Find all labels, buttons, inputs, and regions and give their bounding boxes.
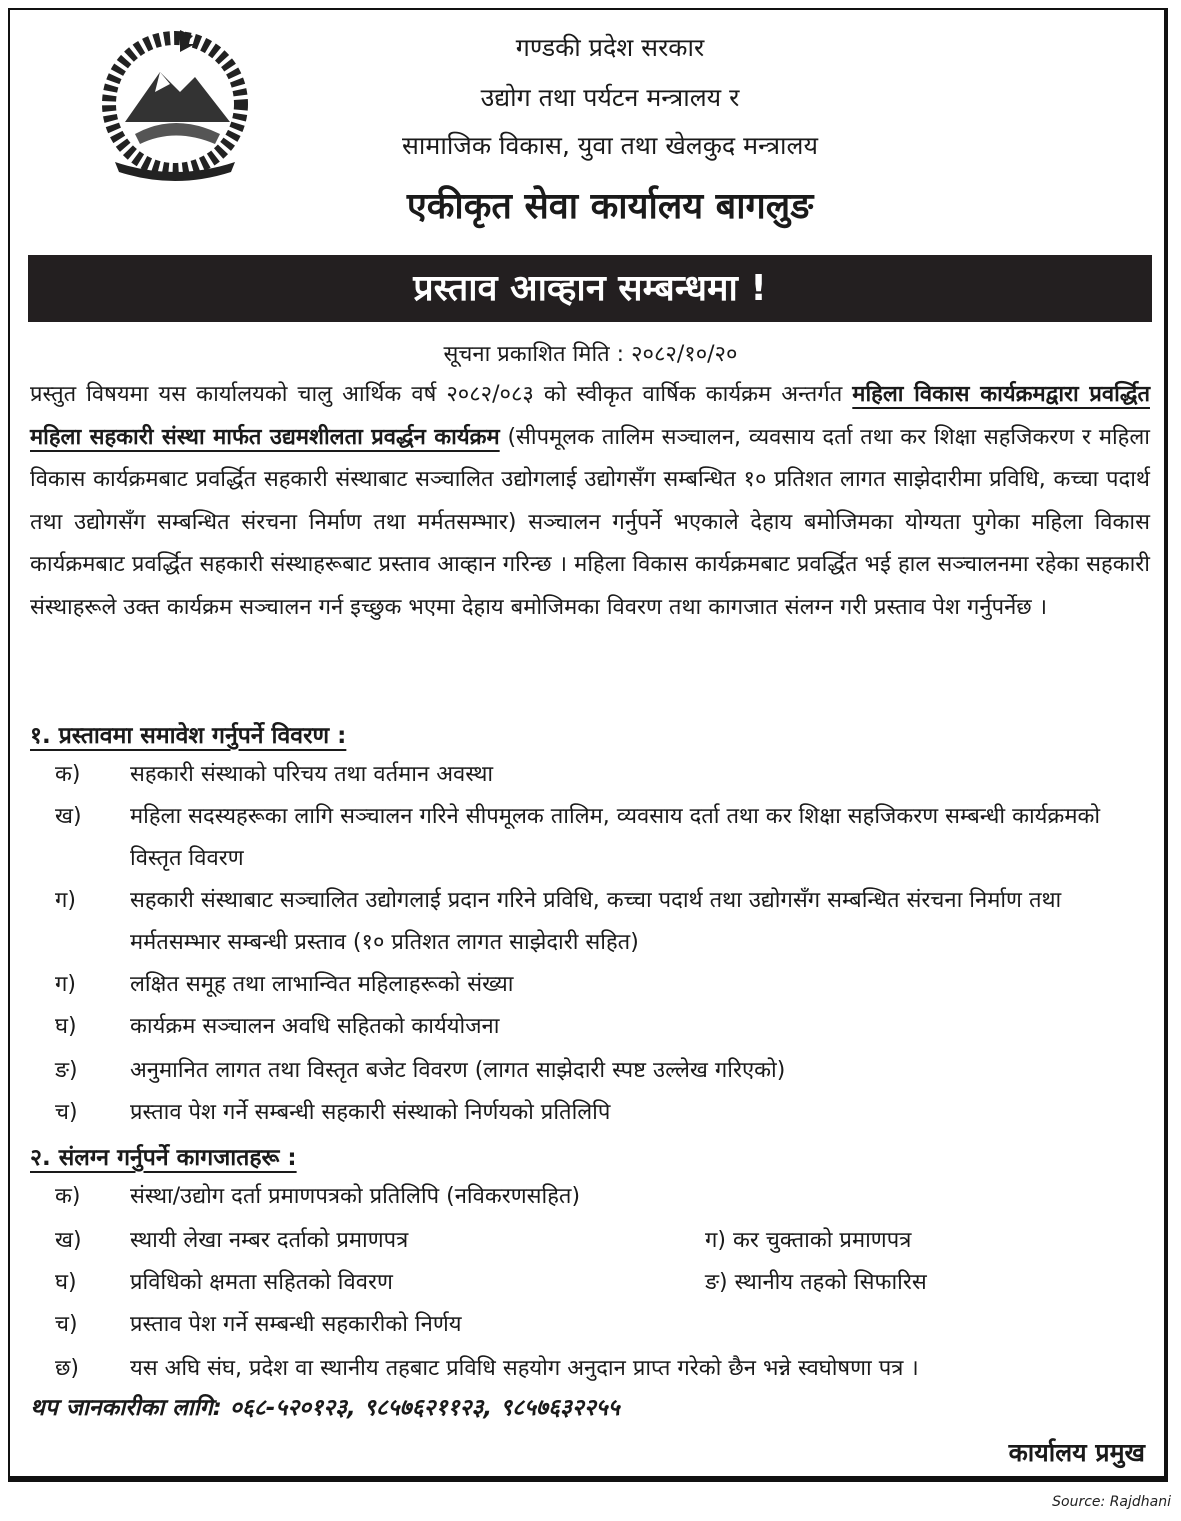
- item-text: यस अघि संघ, प्रदेश वा स्थानीय तहबाट प्रविधि सहयोग अनुदान प्राप्त गरेको छैन भन्ने स्वघोषणा पत्र ।: [130, 1356, 919, 1381]
- item-label: क): [55, 762, 81, 787]
- item-text: प्रस्ताव पेश गर्ने सम्बन्धी सहकारीको निर्णय: [130, 1312, 462, 1337]
- notice-title-banner: प्रस्ताव आव्हान सम्बन्धमा !: [28, 255, 1152, 322]
- item-text: सहकारी संस्थाबाट सञ्चालित उद्योगलाई प्रदान गरिने प्रविधि, कच्चा पदार्थ तथा उद्योगसँग सम्बन्धित संरचना निर्माण तथा मर्मतसम्भार सम्बन्धी प्रस्ताव (१० प्रतिशत लागत साझेदारी सहित): [130, 888, 1062, 955]
- item-label: च): [55, 1312, 78, 1337]
- item-text: प्रविधिको क्षमता सहितको विवरण: [130, 1270, 393, 1295]
- list-item: [55, 1050, 1150, 1092]
- item-label: ग): [55, 888, 76, 913]
- list-item: [55, 1304, 1150, 1346]
- list-item: [55, 1262, 1150, 1304]
- item-text: प्रस्ताव पेश गर्ने सम्बन्धी सहकारी संस्थाको निर्णयको प्रतिलिपि: [130, 1100, 611, 1125]
- government-name: गण्डकी प्रदेश सरकार: [515, 33, 705, 62]
- section-1-title: १. प्रस्तावमा समावेश गर्नुपर्ने विवरण :: [30, 723, 347, 749]
- item-text: कार्यक्रम सञ्चालन अवधि सहितको कार्ययोजना: [130, 1014, 500, 1039]
- item-label: ख): [55, 804, 82, 829]
- item-second-column: ङ) स्थानीय तहको सिफारिस: [705, 1270, 927, 1295]
- item-label: छ): [55, 1356, 80, 1381]
- item-label: घ): [55, 1270, 77, 1295]
- ministry-name-2: सामाजिक विकास, युवा तथा खेलकुद मन्त्रालय: [402, 131, 818, 160]
- list-item: [55, 964, 1150, 1006]
- item-label: ङ): [55, 1058, 78, 1083]
- item-text: लक्षित समूह तथा लाभान्वित महिलाहरूको संख्या: [130, 972, 514, 997]
- item-text: सहकारी संस्थाको परिचय तथा वर्तमान अवस्था: [130, 762, 494, 787]
- list-item: [55, 1348, 1150, 1390]
- list-item: [55, 1176, 1150, 1218]
- item-text: संस्था/उद्योग दर्ता प्रमाणपत्रको प्रतिलिपि (नविकरणसहित): [130, 1184, 581, 1209]
- item-label: क): [55, 1184, 81, 1209]
- contact-info: थप जानकारीका लागि: ०६८-५२०१२३, ९८५७६२११२३, ९८५७६३२२५५: [30, 1395, 620, 1421]
- list-item: [55, 754, 1150, 796]
- item-text: स्थायी लेखा नम्बर दर्ताको प्रमाणपत्र: [130, 1228, 409, 1253]
- publication-date: सूचना प्रकाशित मिति : २०८२/१०/२०: [443, 342, 738, 367]
- nepal-emblem-logo: [85, 22, 265, 182]
- body-rest: (सीपमूलक तालिम सञ्चालन, व्यवसाय दर्ता तथा कर शिक्षा सहजिकरण र महिला विकास कार्यक्रमबाट प्रवर्द्धित सहकारी संस्थाबाट सञ्चालित उद्योगलाई उद्योगसँग सम्बन्धित १० प्रतिशत लागत साझेदारीमा प्रविधि, कच्चा पदार्थ तथा उद्योगसँग सम्बन्धित संरचना निर्माण तथा मर्मतसम्भार) सञ्चालन गर्नुपर्ने भएकाले देहाय बमोजिमका योग्यता पुगेका महिला विकास कार्यक्रमबाट प्रवर्द्धित सहकारी संस्थाहरूबाट प्रस्ताव आव्हान गरिन्छ । महिला विकास कार्यक्रमबाट प्रवर्द्धित भई हाल सञ्चालनमा रहेका सहकारी संस्थाहरूले उक्त कार्यक्रम सञ्चालन गर्न इच्छुक भएमा देहाय बमोजिमका विवरण तथा कागजात संलग्न गरी प्रस्ताव पेश गर्नुपर्नेछ ।: [30, 424, 1150, 620]
- body-intro: प्रस्तुत विषयमा यस कार्यालयको चालु आर्थिक वर्ष २०८२/०८३ को स्वीकृत वार्षिक कार्यक्रम अन्तर्गत: [30, 382, 853, 407]
- item-text: अनुमानित लागत तथा विस्तृत बजेट विवरण (लागत साझेदारी स्पष्ट उल्लेख गरिएको): [130, 1058, 786, 1083]
- item-label: ग): [55, 972, 76, 997]
- item-second-column: ग) कर चुक्ताको प्रमाणपत्र: [705, 1228, 912, 1253]
- program-name: महिला विकास कार्यक्रमद्वारा प्रवर्द्धित महिला सहकारी संस्था मार्फत उद्यमशीलता प्रवर्द्धन कार्यक्रम: [30, 382, 1150, 450]
- list-item: [55, 1220, 1150, 1262]
- ministry-name-1: उद्योग तथा पर्यटन मन्त्रालय र: [480, 83, 740, 112]
- signatory: कार्यालय प्रमुख: [1008, 1438, 1145, 1467]
- section-2-title: २. संलग्न गर्नुपर्ने कागजातहरू :: [30, 1145, 297, 1171]
- item-label: च): [55, 1100, 78, 1125]
- item-label: घ): [55, 1014, 77, 1039]
- list-item: [55, 880, 1150, 964]
- item-label: ख): [55, 1228, 82, 1253]
- list-item: [55, 796, 1150, 880]
- notice-body: [30, 374, 1150, 629]
- item-text: महिला सदस्यहरूका लागि सञ्चालन गरिने सीपमूलक तालिम, व्यवसाय दर्ता तथा कर शिक्षा सहजिकरण सम्बन्धी कार्यक्रमको विस्तृत विवरण: [130, 804, 1101, 871]
- source-credit: Source: Rajdhani: [1052, 1494, 1171, 1510]
- list-item: [55, 1006, 1150, 1048]
- office-name: एकीकृत सेवा कार्यालय बागलुङ: [406, 186, 814, 227]
- list-item: [55, 1092, 1150, 1134]
